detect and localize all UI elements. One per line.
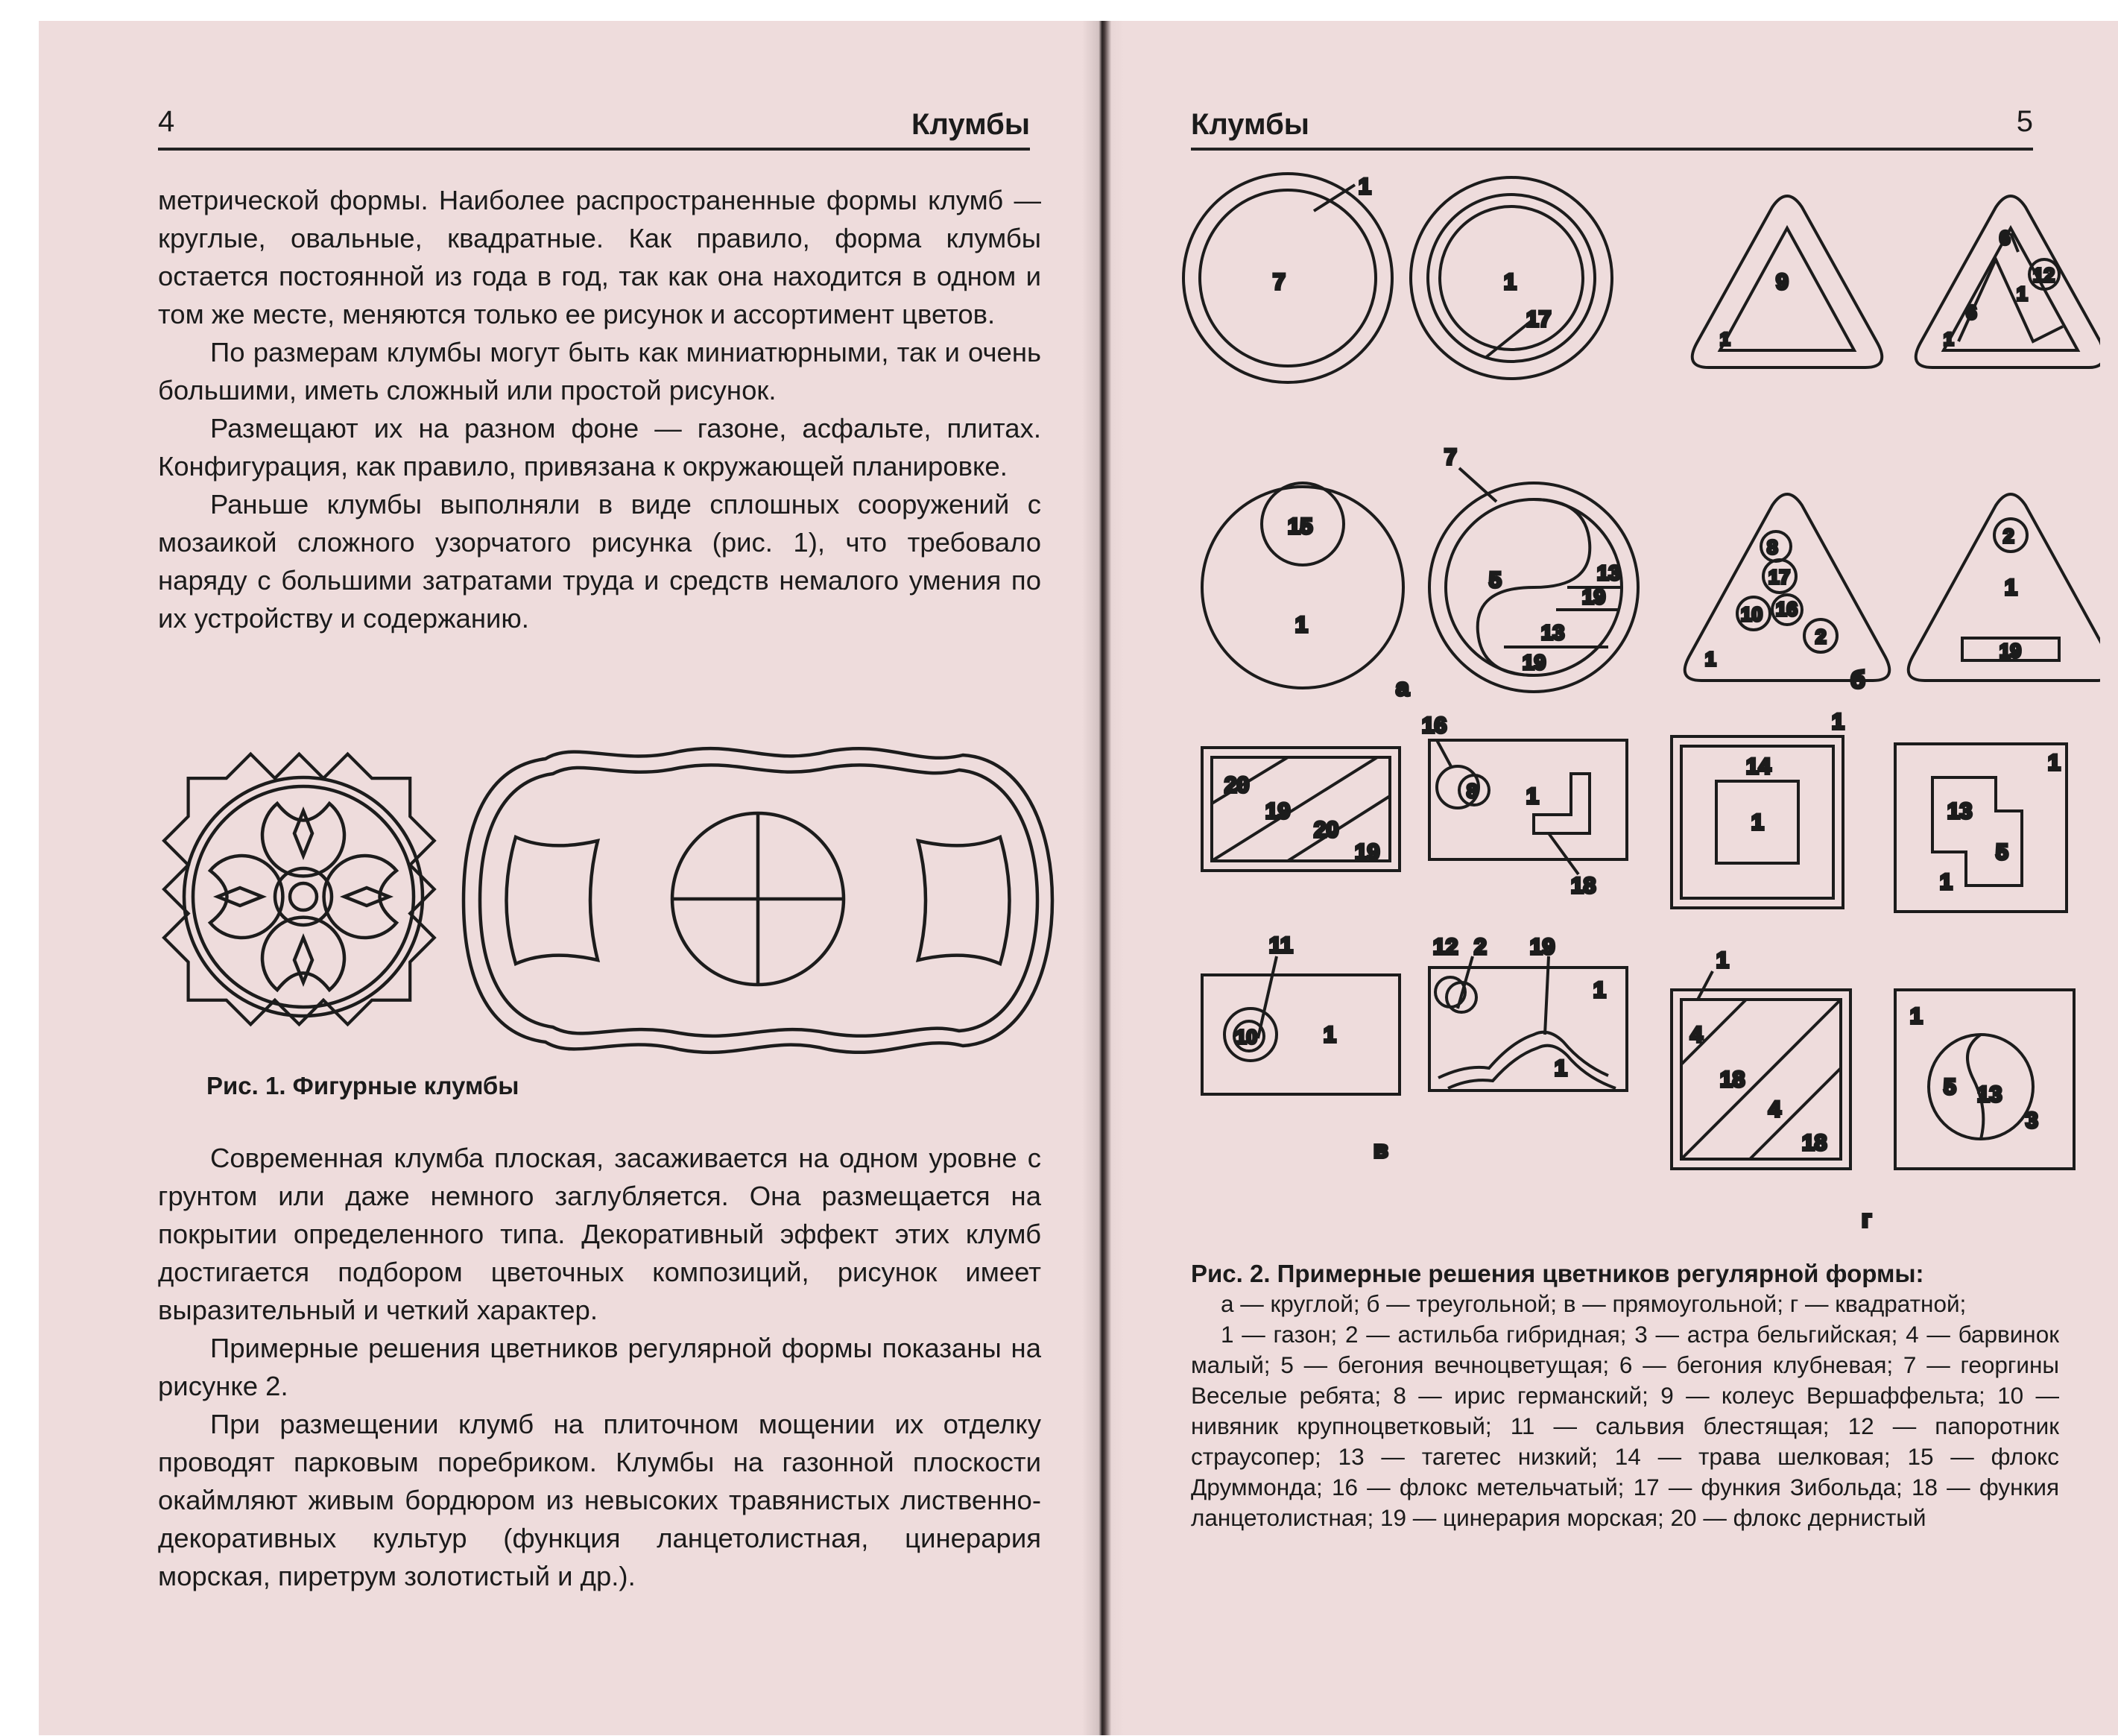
bed-label: 12 — [2033, 264, 2055, 286]
bed-label: 2 — [2003, 525, 2014, 547]
bed-g3-square — [1672, 948, 1850, 1169]
bed-b3-triangle — [1685, 494, 1890, 681]
bed-label: 4 — [1690, 1023, 1703, 1047]
left-page — [39, 21, 1082, 1735]
bed-label: 1 — [1504, 270, 1517, 294]
group-label-g: г — [1862, 1205, 1872, 1232]
group-label-v: в — [1373, 1136, 1388, 1163]
left-page-running-title: Клумбы — [911, 108, 1030, 141]
bed-label: 1 — [2005, 575, 2017, 600]
right-page-header — [1191, 95, 2033, 151]
bed-label: 18 — [1571, 874, 1596, 898]
right-page-number: 5 — [2016, 105, 2033, 138]
bed-label: 1 — [1944, 329, 1954, 350]
bed-b2-triangle — [1916, 196, 2100, 367]
paragraph: Раньше клумбы выполняли в виде сплошных сооружений с мозаикой сложного узорчатого рисунка (рис. 1), что требовало наряду с большими затратами труда и средств немалого умения по их устройству и содержанию. — [158, 489, 1041, 634]
bed-label: 8 — [1467, 780, 1478, 802]
bed-label: 13 — [1541, 621, 1565, 644]
paragraph: Современная клумба плоская, засаживается на одном уровне с грунтом или даже немного заглубляется. Она размещается на покрытии определенного типа. Декоративный эффект этих клумб достигается подбором цветочных композиций, рисунок имеет выразительный и четкий характер. — [158, 1143, 1041, 1325]
bed-label: 10 — [1741, 603, 1763, 625]
left-page-number: 4 — [158, 105, 175, 138]
book-spread — [39, 21, 2118, 1735]
figure-2-caption-legend: 1 — газон; 2 — астильба гибридная; 3 — астра бельгийская; 4 — барвинок малый; 5 — бегония вечноцветущая; 6 — бегония клубневая; 7 — георгины Веселые ребята; 8 — ирис германский; 9 — колеус Вершаффельта; 10 — нивяник крупноцветковый; 11 — сальвия блестящая; 12 — папоротник страусопер; 13 — тагетес низкий; 14 — трава шелковая; 15 — флокс Друммонда; 16 — флокс метельчатый; 17 — функия Зибольда; 18 — функия ланцетолистная; 19 — цинерария морская; 20 — флокс дернистый — [1191, 1321, 2059, 1531]
figure-1-ornamental-flowerbeds — [158, 736, 1060, 1064]
bed-label: 13 — [1977, 1082, 2002, 1107]
bed-g2-square — [1895, 744, 2067, 912]
bed-label: 1 — [1751, 810, 1764, 835]
oval-flowerbed — [464, 748, 1052, 1052]
figure-2-caption — [1191, 1258, 2059, 1533]
bed-label: 1 — [1526, 784, 1539, 809]
bed-label: 19 — [1530, 935, 1555, 959]
bed-label: 1 — [1359, 174, 1371, 199]
bed-a3-circle — [1202, 483, 1403, 688]
group-label-b: б — [1850, 666, 1865, 693]
bed-label: 13 — [1947, 799, 1973, 824]
bed-label: 1 — [1705, 648, 1716, 670]
bed-label: 6 — [2000, 227, 2011, 249]
bed-label: 1 — [1910, 1004, 1923, 1029]
bed-label: 20 — [1314, 818, 1339, 842]
bed-label: 5 — [1489, 568, 1502, 593]
bed-a2-circle — [1411, 177, 1612, 379]
bed-label: 19 — [1582, 585, 1606, 608]
bed-label: 1 — [1716, 948, 1729, 973]
figure-2-caption-types: а — круглой; б — треугольной; в — прямоугольной; г — квадратной; — [1221, 1290, 1967, 1317]
paragraph: При размещении клумб на плиточном мощении их отделку проводят парковым поребриком. Клумбы на газонной плоскости окаймляют живым бордюром из невысоких травянистых лиственно-декоративных культур (функция ланцетолистная, цинерария морская, пиретрум золотистый и др.). — [158, 1409, 1041, 1591]
book-gutter — [1082, 21, 1124, 1735]
bed-label: 15 — [1288, 514, 1313, 539]
bed-label: 17 — [1768, 566, 1790, 588]
bed-a1-circle — [1183, 174, 1392, 382]
bed-label: 18 — [1802, 1131, 1827, 1155]
bed-b1-triangle — [1692, 196, 1883, 367]
bed-g4-square — [1895, 990, 2074, 1169]
bed-label: 12 — [1433, 935, 1458, 959]
bed-label: 17 — [1526, 307, 1552, 332]
bed-label: 1 — [1940, 870, 1953, 894]
bed-label: 1 — [1720, 329, 1730, 350]
bed-label: 8 — [1767, 536, 1778, 558]
figure-2-regular-flowerbeds — [1176, 148, 2100, 1236]
bed-label: 4 — [1768, 1097, 1781, 1122]
right-page — [1124, 21, 2118, 1735]
bed-label: 2 — [1474, 935, 1487, 959]
bed-label: 1 — [1555, 1056, 1567, 1081]
bed-a4-circle — [1429, 445, 1638, 692]
bed-label: 19 — [1523, 651, 1546, 674]
figure-2-caption-title: Рис. 2. Примерные решения цветников регулярной формы: — [1191, 1260, 1924, 1287]
left-page-header — [158, 95, 1030, 151]
paragraph: метрической формы. Наиболее распространенные формы клумб — круглые, овальные, квадратные. Как правило, форма клумбы остается постоянной из года в год, так как она находится в одном и том же месте, меняются только ее рисунок и ассортимент цветов. — [158, 185, 1041, 329]
bed-label: 7 — [1273, 270, 1286, 294]
left-body-bottom — [158, 1139, 1041, 1595]
paragraph: Размещают их на разном фоне — газоне, асфальте, плитах. Конфигурация, как правило, привязана к окружающей планировке. — [158, 413, 1041, 482]
paragraph: По размерам клумбы могут быть как миниатюрными, так и очень большими, иметь сложный или простой рисунок. — [158, 337, 1041, 405]
bed-label: 16 — [1422, 713, 1447, 738]
bed-label: 6 — [1966, 301, 1977, 323]
bed-label: 7 — [1444, 445, 1457, 470]
bed-label: 1 — [2048, 751, 2061, 775]
bed-label: 19 — [2000, 640, 2021, 662]
bed-b4-triangle — [1909, 494, 2100, 681]
bed-v1-rectangle — [1202, 748, 1400, 871]
figure-1-caption: Рис. 1. Фигурные клумбы — [206, 1072, 519, 1099]
bed-label: 1 — [2017, 283, 2028, 305]
bed-label: 1 — [1295, 613, 1308, 637]
bed-label: 16 — [1776, 598, 1798, 620]
bed-label: 1 — [1832, 710, 1844, 734]
bed-label: 1 — [1593, 978, 1606, 1003]
bed-label: 20 — [1224, 773, 1250, 798]
bed-v3-rectangle — [1202, 933, 1400, 1094]
bed-label: 5 — [1944, 1075, 1956, 1099]
bed-g1-square — [1672, 710, 1844, 908]
bed-v2-rectangle — [1422, 713, 1627, 898]
right-page-running-title: Клумбы — [1191, 108, 1309, 141]
bed-label: 5 — [1996, 840, 2008, 865]
paragraph: Примерные решения цветников регулярной формы показаны на рисунке 2. — [158, 1333, 1041, 1401]
bed-label: 1 — [1324, 1023, 1336, 1047]
bed-label: 14 — [1746, 754, 1771, 779]
bed-label: 2 — [1815, 625, 1827, 648]
bed-label: 3 — [2026, 1108, 2038, 1133]
bed-v4-rectangle — [1429, 935, 1627, 1090]
bed-label: 11 — [1269, 933, 1293, 958]
bed-label: 10 — [1236, 1026, 1257, 1048]
bed-label: 19 — [1355, 840, 1380, 865]
bed-label: 19 — [1265, 799, 1291, 824]
bed-label: 13 — [1597, 561, 1621, 584]
bed-label: 9 — [1776, 270, 1789, 294]
bed-label: 18 — [1720, 1067, 1745, 1092]
group-label-a: а — [1396, 674, 1409, 701]
left-body-top — [158, 181, 1041, 637]
quatrefoil-flowerbed — [164, 754, 434, 1025]
